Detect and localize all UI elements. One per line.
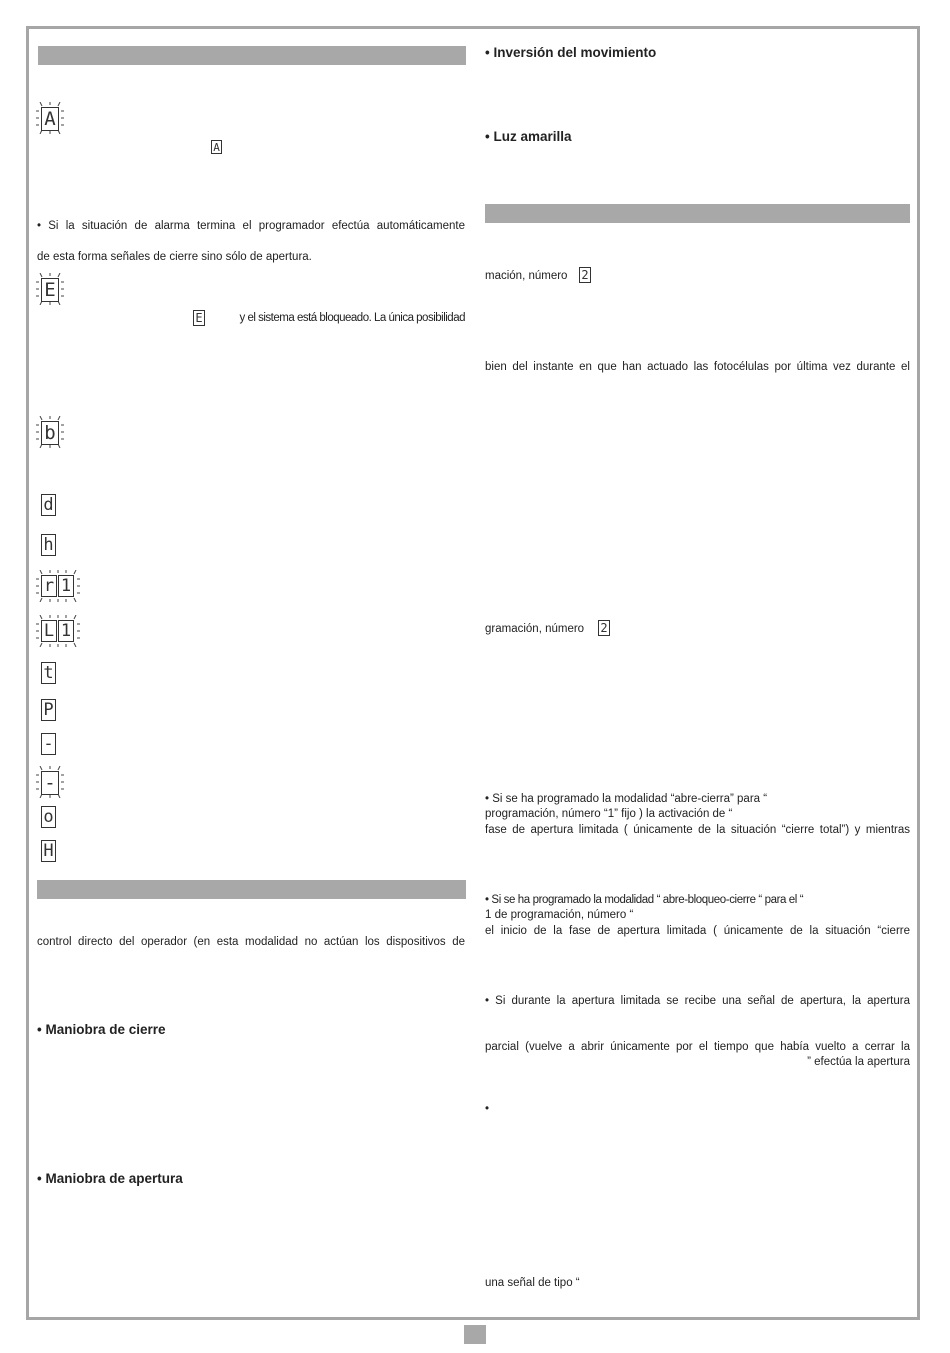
limited-opening-signal-text: • Si durante la apertura limitada se recibe una señal de apertura, la apertura (485, 995, 910, 1007)
programming-fixed-text: programación, número “1” fijo ) la activación de “ (485, 808, 733, 820)
open-block-close-mode-text: • Si se ha programado la modalidad “ abre-bloqueo-cierre “ para el “ (485, 894, 804, 906)
operator-control-text: control directo del operador (en esta modalidad no actúan los dispositivos de (37, 936, 465, 948)
partial-reopen-text: parcial (vuelve a abrir únicamente por el tiempo que había vuelto a cerrar la (485, 1041, 910, 1053)
display-t: t (41, 662, 56, 684)
display-p: P (41, 699, 56, 721)
bullet-empty: • (485, 1103, 490, 1115)
alarm-end-text: • Si la situación de alarma termina el programador efectúa automáticamente (37, 220, 465, 232)
limited-opening-start-text: el inicio de la fase de apertura limitada ( únicamente de la situación “cierre (485, 925, 910, 937)
display-a-small: A (211, 140, 222, 154)
display-e-small: E (193, 310, 205, 326)
display-r: r (41, 575, 57, 597)
display-b: b (41, 421, 59, 445)
heading-yellow-light: • Luz amarilla (485, 129, 572, 144)
display-2: 2 (579, 267, 591, 283)
display-o: o (41, 806, 56, 828)
limited-opening-phase-text: fase de apertura limitada ( únicamente de la situación “cierre total”) y mientras (485, 824, 910, 836)
closing-signals-text: de esta forma señales de cierre sino sólo de apertura. (37, 251, 312, 263)
heading-closing-maneuver: • Maniobra de cierre (37, 1022, 166, 1037)
display-e: E (41, 278, 59, 302)
display-1b: 1 (58, 620, 74, 642)
display-a: A (41, 107, 59, 131)
performs-opening-text: ” efectúa la apertura (807, 1056, 910, 1068)
display-l: L (41, 620, 57, 642)
display-dash-blink: - (41, 771, 59, 795)
display-d: d (41, 494, 56, 516)
section-header-bar-right (485, 204, 910, 223)
programming-number-text-1: mación, número (485, 270, 568, 282)
heading-movement-inversion: • Inversión del movimiento (485, 45, 657, 60)
page-number-tab (464, 1325, 486, 1344)
heading-opening-maneuver: • Maniobra de apertura (37, 1171, 183, 1186)
programming-number-text-2: gramación, número (485, 623, 585, 635)
display-1: 1 (58, 575, 74, 597)
photocells-text: bien del instante en que han actuado las fotocélulas por última vez durante el (485, 361, 910, 373)
display-h-lower: h (41, 534, 56, 556)
signal-type-text: una señal de tipo “ (485, 1277, 580, 1289)
system-blocked-text: y el sistema está bloqueado. La única posibilidad (239, 312, 465, 324)
display-dash: - (41, 733, 56, 755)
open-close-mode-text: • Si se ha programado la modalidad “abre-cierra” para “ (485, 793, 768, 805)
display-2b: 2 (598, 620, 610, 636)
section-header-bar-alarms (38, 46, 466, 65)
section-header-bar-operator (37, 880, 466, 899)
display-h-upper: H (41, 840, 56, 862)
programming-1-text: 1 de programación, número “ (485, 909, 634, 921)
